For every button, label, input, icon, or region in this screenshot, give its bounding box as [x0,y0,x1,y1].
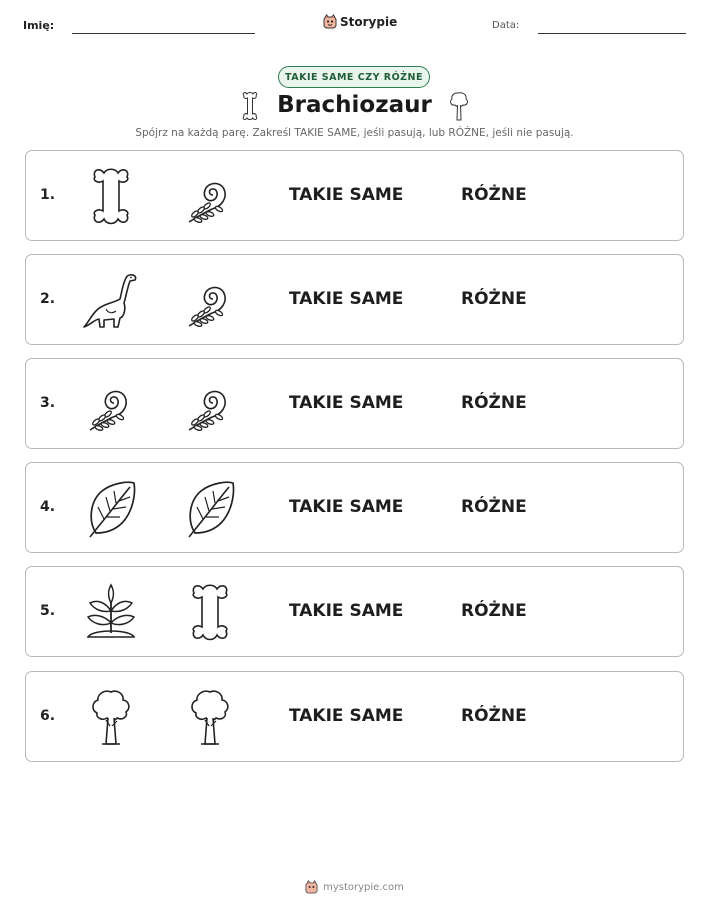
question-row [25,150,684,241]
option-different[interactable]: RÓŻNE [461,601,527,621]
question-row [25,358,684,449]
instructions: Spójrz na każdą parę. Zakreśl TAKIE SAME, jeśli pasują, lub RÓŻNE, jeśli nie pasują. [135,127,574,139]
option-same[interactable]: TAKIE SAME [289,393,404,413]
question-number: 4. [40,499,56,515]
date-label: Data: [492,20,520,31]
question-row [25,462,684,553]
footer-url: mystorypie.com [323,881,404,893]
brand-name: Storypie [340,14,398,29]
option-different[interactable]: RÓŻNE [461,185,527,205]
storypie-mascot-icon [323,14,337,29]
fern-icon [179,165,241,227]
storypie-mascot-icon [305,880,318,894]
question-number: 6. [40,708,56,724]
date-line[interactable] [538,33,686,34]
option-different[interactable]: RÓŻNE [461,706,527,726]
question-row [25,671,684,762]
tree-icon [80,686,142,748]
brand-logo [323,14,397,29]
option-same[interactable]: TAKIE SAME [289,289,404,309]
name-line[interactable] [72,33,255,34]
worksheet-badge: TAKIE SAME CZY RÓŻNE [278,66,430,88]
question-row [25,254,684,345]
page-title: Brachiozaur [277,92,432,118]
tree-icon [448,90,470,122]
option-different[interactable]: RÓŻNE [461,289,527,309]
leaf-icon [179,477,241,539]
question-number: 1. [40,187,56,203]
fern-icon [80,373,142,435]
option-same[interactable]: TAKIE SAME [289,706,404,726]
name-label: Imię: [23,19,55,32]
question-number: 5. [40,603,56,619]
question-number: 3. [40,395,56,411]
option-different[interactable]: RÓŻNE [461,393,527,413]
bone-icon [80,165,142,227]
leaf-icon [80,477,142,539]
question-number: 2. [40,291,56,307]
option-same[interactable]: TAKIE SAME [289,601,404,621]
tree-icon [179,686,241,748]
plant-icon [80,581,142,643]
fern-icon [179,269,241,331]
option-same[interactable]: TAKIE SAME [289,185,404,205]
dinosaur-icon [80,269,142,331]
option-different[interactable]: RÓŻNE [461,497,527,517]
question-row [25,566,684,657]
bone-icon [179,581,241,643]
fern-icon [179,373,241,435]
footer [0,880,709,894]
option-same[interactable]: TAKIE SAME [289,497,404,517]
